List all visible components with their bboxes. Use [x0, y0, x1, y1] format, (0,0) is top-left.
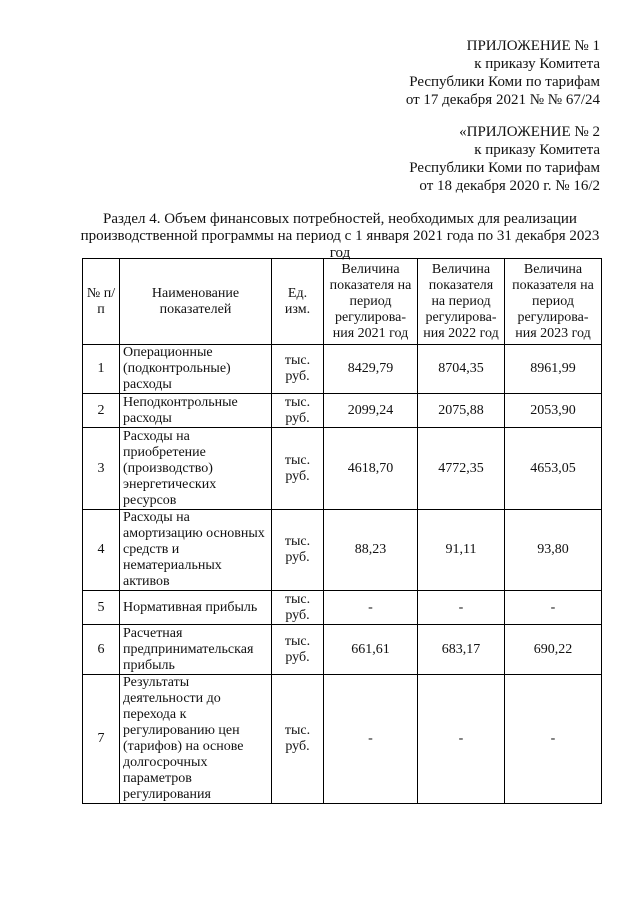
row-value-2022: 8704,35 [418, 345, 505, 394]
row-name: Нормативная прибыль [120, 591, 272, 625]
row-value-2021: 8429,79 [324, 345, 418, 394]
row-value-2022: 2075,88 [418, 394, 505, 428]
table-row [83, 625, 602, 675]
table-row [83, 428, 602, 510]
row-value-2022: 4772,35 [418, 428, 505, 510]
row-num: 3 [83, 428, 120, 510]
row-value-2021: - [324, 675, 418, 804]
row-value-2023: 93,80 [505, 510, 602, 591]
row-value-2021: 88,23 [324, 510, 418, 591]
row-num: 4 [83, 510, 120, 591]
row-value-2022: 683,17 [418, 625, 505, 675]
appendix-2-line: к приказу Комитета [474, 142, 600, 158]
financial-needs-table [82, 258, 602, 804]
table-row [83, 591, 602, 625]
row-name: Расчетная предпринимательская прибыль [120, 625, 272, 675]
row-value-2022: - [418, 591, 505, 625]
row-value-2021: 2099,24 [324, 394, 418, 428]
row-value-2023: 4653,05 [505, 428, 602, 510]
row-value-2022: - [418, 675, 505, 804]
row-value-2023: 8961,99 [505, 345, 602, 394]
table-row [83, 394, 602, 428]
table-row [83, 510, 602, 591]
table-header-row [83, 259, 602, 345]
row-value-2021: 4618,70 [324, 428, 418, 510]
row-value-2023: 2053,90 [505, 394, 602, 428]
header-unit: Ед. изм. [272, 259, 324, 345]
row-unit: тыс. руб. [272, 510, 324, 591]
appendix-1-header [406, 37, 600, 109]
row-num: 1 [83, 345, 120, 394]
appendix-2-header [409, 123, 600, 195]
row-unit: тыс. руб. [272, 428, 324, 510]
header-name: Наименование показателей [120, 259, 272, 345]
header-2023: Величина показателя на период регулирова-ния 2023 год [505, 259, 602, 345]
appendix-2-line: от 18 декабря 2020 г. № 16/2 [419, 178, 600, 194]
row-value-2022: 91,11 [418, 510, 505, 591]
row-unit: тыс. руб. [272, 675, 324, 804]
appendix-1-line: ПРИЛОЖЕНИЕ № 1 [466, 38, 600, 54]
row-name: Результаты деятельности до перехода к регулированию цен (тарифов) на основе долгосрочных параметров регулирования [120, 675, 272, 804]
row-name: Расходы на приобретение (производство) энергетических ресурсов [120, 428, 272, 510]
row-name: Расходы на амортизацию основных средств и нематериальных активов [120, 510, 272, 591]
header-num: № п/п [83, 259, 120, 345]
row-value-2021: - [324, 591, 418, 625]
row-unit: тыс. руб. [272, 394, 324, 428]
appendix-1-line: Республики Коми по тарифам [409, 74, 600, 90]
row-unit: тыс. руб. [272, 345, 324, 394]
table-row [83, 675, 602, 804]
row-unit: тыс. руб. [272, 591, 324, 625]
row-name: Неподконтрольные расходы [120, 394, 272, 428]
row-value-2023: - [505, 675, 602, 804]
header-2022: Величина показателя на период регулирова-ния 2022 год [418, 259, 505, 345]
row-num: 2 [83, 394, 120, 428]
appendix-2-line: Республики Коми по тарифам [409, 160, 600, 176]
section-title: Раздел 4. Объем финансовых потребностей, необходимых для реализации производственной программы на период с 1 января 2021 года по 31 декабря 2023 год [80, 211, 600, 261]
table-row [83, 345, 602, 394]
appendix-1-line: от 17 декабря 2021 № № 67/24 [405, 92, 600, 108]
row-unit: тыс. руб. [272, 625, 324, 675]
row-value-2023: 690,22 [505, 625, 602, 675]
header-2021: Величина показателя на период регулирова-ния 2021 год [324, 259, 418, 345]
row-name: Операционные (подконтрольные) расходы [120, 345, 272, 394]
row-num: 5 [83, 591, 120, 625]
appendix-2-line: «ПРИЛОЖЕНИЕ № 2 [459, 124, 600, 140]
row-num: 6 [83, 625, 120, 675]
row-num: 7 [83, 675, 120, 804]
row-value-2023: - [505, 591, 602, 625]
row-value-2021: 661,61 [324, 625, 418, 675]
appendix-1-line: к приказу Комитета [474, 56, 600, 72]
